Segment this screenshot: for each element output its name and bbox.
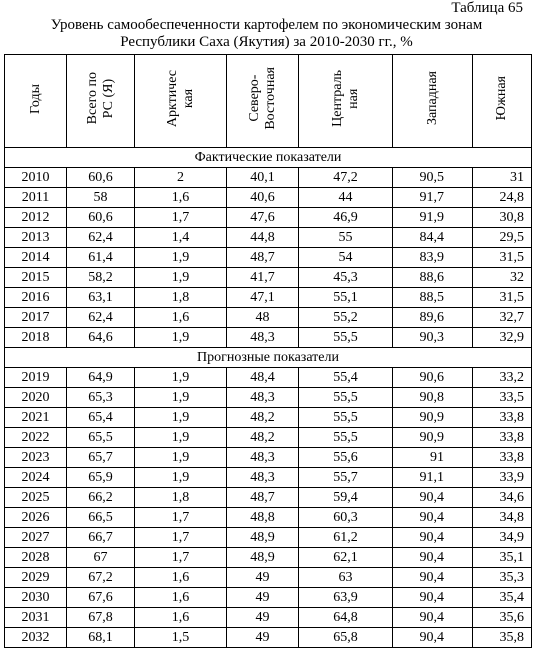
table-cell: 34,6 [473,488,532,508]
table-cell: 65,7 [67,448,135,468]
table-row [5,528,532,548]
table-body [5,148,532,648]
table-cell: 55,7 [299,468,393,488]
table-cell: 45,3 [299,268,393,288]
table-cell: 1,7 [135,208,227,228]
table-cell: 59,4 [299,488,393,508]
table-cell: 47,1 [227,288,299,308]
column-header-arctic: Арктичес кая [135,55,227,148]
table-cell: 65,8 [299,628,393,648]
table-cell: 2016 [5,288,67,308]
table-cell: 31,5 [473,248,532,268]
table-row [5,208,532,228]
table-cell: 90,9 [393,408,473,428]
table-cell: 2014 [5,248,67,268]
table-cell: 1,6 [135,568,227,588]
table-cell: 1,9 [135,368,227,388]
table-cell: 31 [473,168,532,188]
table-cell: 90,4 [393,528,473,548]
table-cell: 55 [299,228,393,248]
table-cell: 33,9 [473,468,532,488]
table-cell: 48,7 [227,488,299,508]
table-row [5,328,532,348]
table-cell: 90,4 [393,548,473,568]
table-cell: 49 [227,608,299,628]
table-cell: 90,4 [393,588,473,608]
table-cell: 2 [135,168,227,188]
table-cell: 90,4 [393,488,473,508]
table-cell: 90,6 [393,368,473,388]
table-cell: 35,4 [473,588,532,608]
table-cell: 84,4 [393,228,473,248]
table-cell: 48,9 [227,528,299,548]
table-row [5,288,532,308]
table-cell: 90,5 [393,168,473,188]
table-cell: 65,9 [67,468,135,488]
table-cell: 91 [393,448,473,468]
table-cell: 89,6 [393,308,473,328]
table-row [5,188,532,208]
table-cell: 1,7 [135,508,227,528]
table-cell: 54 [299,248,393,268]
column-header-central: Централь ная [299,55,393,148]
table-cell: 35,3 [473,568,532,588]
table-row [5,488,532,508]
table-row [5,588,532,608]
table-cell: 63 [299,568,393,588]
table-cell: 49 [227,568,299,588]
table-cell: 55,4 [299,368,393,388]
table-cell: 44 [299,188,393,208]
table-row [5,368,532,388]
table-cell: 48 [227,308,299,328]
table-cell: 1,9 [135,248,227,268]
table-row [5,228,532,248]
table-cell: 2024 [5,468,67,488]
table-cell: 2019 [5,368,67,388]
table-cell: 32,9 [473,328,532,348]
table-cell: 34,9 [473,528,532,548]
table-cell: 64,8 [299,608,393,628]
table-cell: 60,3 [299,508,393,528]
column-header-north-east: Северо- Восточная [227,55,299,148]
table-cell: 63,9 [299,588,393,608]
table-cell: 31,5 [473,288,532,308]
table-cell: 48,8 [227,508,299,528]
table-cell: 55,5 [299,408,393,428]
table-cell: 1,8 [135,488,227,508]
table-cell: 33,8 [473,448,532,468]
table-cell: 2029 [5,568,67,588]
section-row [5,348,532,368]
table-cell: 2010 [5,168,67,188]
table-cell: 58 [67,188,135,208]
table-cell: 90,9 [393,428,473,448]
table-cell: 48,3 [227,468,299,488]
table-cell: 48,2 [227,408,299,428]
table-cell: 1,9 [135,328,227,348]
table-cell: 60,6 [67,208,135,228]
table-cell: 2030 [5,588,67,608]
table-cell: 1,9 [135,468,227,488]
table-row [5,568,532,588]
table-cell: 91,9 [393,208,473,228]
table-row [5,468,532,488]
table-cell: 34,8 [473,508,532,528]
header-row [5,55,532,148]
table-cell: 40,1 [227,168,299,188]
table-cell: 67,8 [67,608,135,628]
table-cell: 41,7 [227,268,299,288]
table-cell: 46,9 [299,208,393,228]
table-cell: 2027 [5,528,67,548]
table-cell: 61,4 [67,248,135,268]
table-cell: 1,6 [135,308,227,328]
table-cell: 48,3 [227,448,299,468]
table-cell: 2018 [5,328,67,348]
table-row [5,548,532,568]
table-cell: 35,8 [473,628,532,648]
table-cell: 55,1 [299,288,393,308]
table-cell: 2028 [5,548,67,568]
table-cell: 35,1 [473,548,532,568]
table-cell: 63,1 [67,288,135,308]
table-cell: 55,6 [299,448,393,468]
table-cell: 62,4 [67,308,135,328]
table-cell: 48,2 [227,428,299,448]
table-cell: 2025 [5,488,67,508]
table-cell: 66,7 [67,528,135,548]
table-cell: 1,9 [135,408,227,428]
table-row [5,168,532,188]
table-cell: 2011 [5,188,67,208]
table-cell: 83,9 [393,248,473,268]
table-row [5,428,532,448]
table-cell: 24,8 [473,188,532,208]
table-cell: 49 [227,628,299,648]
table-cell: 1,8 [135,288,227,308]
table-cell: 44,8 [227,228,299,248]
table-cell: 91,1 [393,468,473,488]
table-cell: 35,6 [473,608,532,628]
table-cell: 55,5 [299,328,393,348]
table-cell: 88,5 [393,288,473,308]
table-cell: 67 [67,548,135,568]
table-cell: 62,1 [299,548,393,568]
table-cell: 88,6 [393,268,473,288]
table-cell: 1,9 [135,428,227,448]
table-cell: 64,9 [67,368,135,388]
column-header-total: Всего по РС (Я) [67,55,135,148]
table-cell: 2020 [5,388,67,408]
table-cell: 58,2 [67,268,135,288]
table-cell: 55,2 [299,308,393,328]
table-cell: 30,8 [473,208,532,228]
section-label: Фактические показатели [5,148,532,168]
table-cell: 32 [473,268,532,288]
table-cell: 48,4 [227,368,299,388]
column-header-western: Западная [393,55,473,148]
table-cell: 90,4 [393,568,473,588]
table-row [5,508,532,528]
table-cell: 48,3 [227,388,299,408]
table-cell: 68,1 [67,628,135,648]
table-cell: 64,6 [67,328,135,348]
potato-self-sufficiency-table [4,54,532,648]
table-cell: 48,7 [227,248,299,268]
table-title-line-2: Республики Саха (Якутия) за 2010-2030 гг., % [120,34,413,50]
table-cell: 47,2 [299,168,393,188]
table-cell: 2013 [5,228,67,248]
table-cell: 33,8 [473,408,532,428]
table-cell: 1,9 [135,448,227,468]
table-cell: 1,7 [135,548,227,568]
table-cell: 65,4 [67,408,135,428]
table-cell: 2017 [5,308,67,328]
table-cell: 49 [227,588,299,608]
table-cell: 1,7 [135,528,227,548]
table-cell: 1,4 [135,228,227,248]
table-cell: 1,5 [135,628,227,648]
table-cell: 67,6 [67,588,135,608]
table-cell: 65,3 [67,388,135,408]
table-cell: 48,9 [227,548,299,568]
table-cell: 55,5 [299,428,393,448]
table-cell: 1,6 [135,188,227,208]
table-cell: 62,4 [67,228,135,248]
table-cell: 1,9 [135,268,227,288]
table-cell: 2015 [5,268,67,288]
column-header-years: Годы [5,55,67,148]
table-cell: 66,5 [67,508,135,528]
table-row [5,628,532,648]
table-cell: 2021 [5,408,67,428]
section-label: Прогнозные показатели [5,348,532,368]
table-row [5,268,532,288]
table-cell: 33,2 [473,368,532,388]
table-cell: 65,5 [67,428,135,448]
table-cell: 61,2 [299,528,393,548]
table-cell: 66,2 [67,488,135,508]
table-cell: 90,4 [393,608,473,628]
table-row [5,308,532,328]
table-cell: 55,5 [299,388,393,408]
table-cell: 1,6 [135,588,227,608]
table-row [5,248,532,268]
table-number: Таблица 65 [451,0,523,16]
table-row [5,448,532,468]
table-cell: 2031 [5,608,67,628]
table-row [5,408,532,428]
table-cell: 48,3 [227,328,299,348]
table-cell: 2032 [5,628,67,648]
table-cell: 40,6 [227,188,299,208]
table-cell: 2023 [5,448,67,468]
table-cell: 33,8 [473,428,532,448]
table-cell: 67,2 [67,568,135,588]
section-row [5,148,532,168]
table-row [5,608,532,628]
table-title-line-1: Уровень самообеспеченности картофелем по экономическим зонам [50,17,483,33]
table-cell: 1,6 [135,608,227,628]
table-cell: 90,8 [393,388,473,408]
table-cell: 32,7 [473,308,532,328]
table-cell: 29,5 [473,228,532,248]
table-cell: 2012 [5,208,67,228]
column-header-southern: Южная [473,55,532,148]
table-cell: 60,6 [67,168,135,188]
table-cell: 90,4 [393,508,473,528]
table-cell: 90,3 [393,328,473,348]
table-cell: 1,9 [135,388,227,408]
table-cell: 47,6 [227,208,299,228]
table-row [5,388,532,408]
table-cell: 33,5 [473,388,532,408]
table-cell: 91,7 [393,188,473,208]
table-cell: 2026 [5,508,67,528]
table-cell: 2022 [5,428,67,448]
table-cell: 90,4 [393,628,473,648]
